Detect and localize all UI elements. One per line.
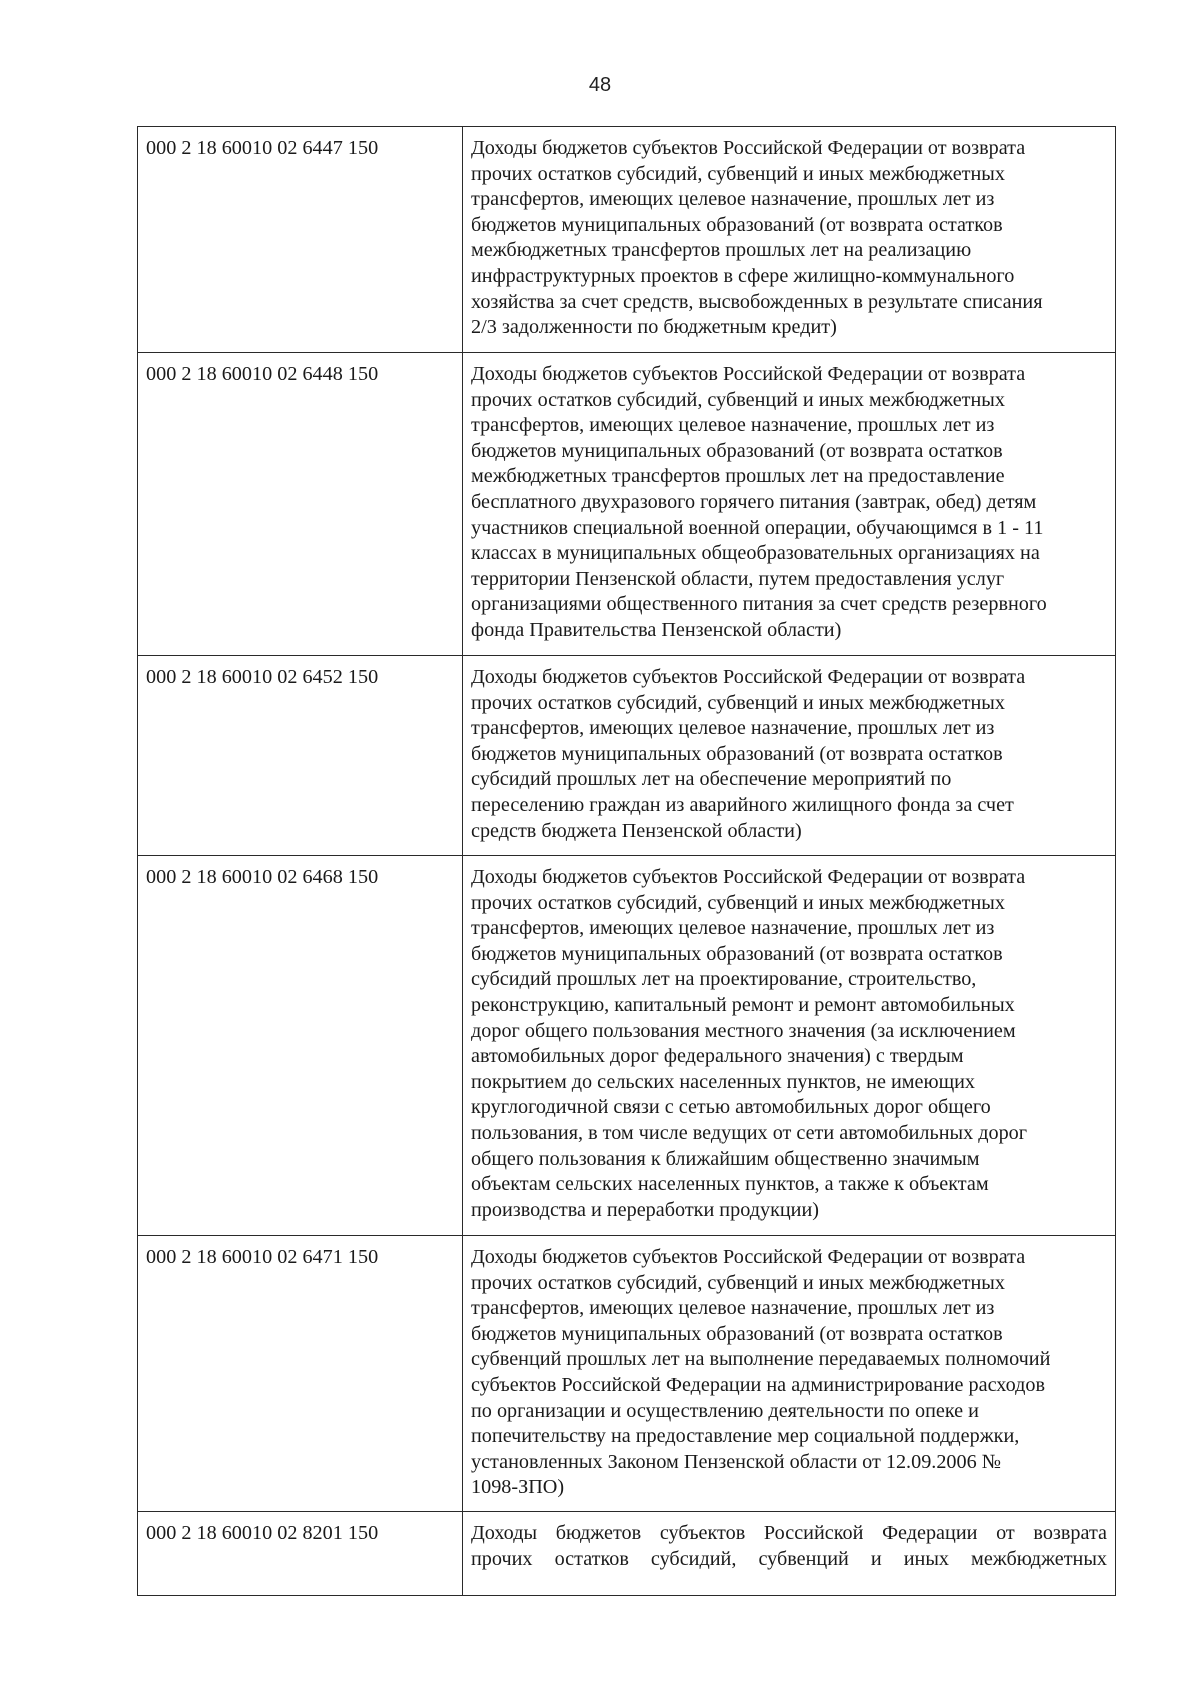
revenue-description-cell	[463, 353, 1116, 656]
description-line: бюджетов муниципальных образований (от возврата остатков	[471, 942, 1003, 965]
description-line: установленных Законом Пензенской области от 12.09.2006 №	[471, 1450, 1002, 1473]
table-row	[138, 1236, 1116, 1512]
description-line: хозяйства за счет средств, высвобожденных в результате списания	[471, 290, 1043, 313]
description-line: прочих остатков субсидий, субвенций и иных межбюджетных	[471, 691, 1005, 714]
description-line: Доходы бюджетов субъектов Российской Федерации от возврата	[471, 666, 1026, 688]
description-line: организациями общественного питания за счет средств резервного	[471, 593, 1047, 616]
budget-code-cell: 000 2 18 60010 02 6468 150	[138, 856, 463, 1236]
description-line: бюджетов муниципальных образований (от возврата остатков	[471, 742, 1003, 765]
description-line: по организации и осуществлению деятельности по опеке и	[471, 1399, 979, 1422]
budget-code-cell: 000 2 18 60010 02 6448 150	[138, 353, 463, 656]
description-line: бюджетов муниципальных образований (от возврата остатков	[471, 439, 1003, 462]
revenue-description-cell	[463, 656, 1116, 856]
description-line: прочих остатков субсидий, субвенций и иных межбюджетных	[471, 1271, 1005, 1294]
description-line: трансфертов, имеющих целевое назначение, прошлых лет из	[471, 1297, 995, 1320]
description-line: круглогодичной связи с сетью автомобильных дорог общего	[471, 1096, 991, 1119]
description-line: 2/3 задолженности по бюджетным кредит)	[471, 316, 837, 339]
description-line: участников специальной военной операции, обучающимся в 1 - 11	[471, 516, 1044, 539]
description-line: субсидий прошлых лет на обеспечение мероприятий по	[471, 768, 952, 791]
description-line: трансфертов, имеющих целевое назначение, прошлых лет из	[471, 188, 995, 211]
description-line: прочих остатков субсидий, субвенций и иных межбюджетных	[471, 388, 1005, 411]
description-line: межбюджетных трансфертов прошлых лет на реализацию	[471, 239, 972, 262]
budget-code-cell: 000 2 18 60010 02 6447 150	[138, 127, 463, 353]
revenue-description-cell	[463, 1236, 1116, 1512]
description-line: дорог общего пользования местного значения (за исключением	[471, 1019, 1016, 1042]
budget-code-cell: 000 2 18 60010 02 6471 150	[138, 1236, 463, 1512]
description-line: субсидий прошлых лет на проектирование, строительство,	[471, 968, 977, 991]
description-line: бюджетов муниципальных образований (от возврата остатков	[471, 1322, 1003, 1345]
description-line: пользования, в том числе ведущих от сети автомобильных дорог	[471, 1121, 1028, 1144]
description-line: Доходы бюджетов субъектов Российской Федерации от возврата	[471, 137, 1026, 159]
budget-code-cell: 000 2 18 60010 02 6452 150	[138, 656, 463, 856]
description-line: покрытием до сельских населенных пунктов, не имеющих	[471, 1070, 976, 1093]
description-line: Доходы бюджетов субъектов Российской Федерации от возврата	[471, 866, 1026, 888]
description-line: бюджетов муниципальных образований (от возврата остатков	[471, 213, 1003, 236]
description-line: территории Пензенской области, путем предоставления услуг	[471, 567, 1005, 590]
page-number: 48	[588, 74, 612, 96]
description-line: бесплатного двухразового горячего питания (завтрак, обед) детям	[471, 490, 1037, 513]
description-line: прочих остатков субсидий, субвенций и иных межбюджетных	[471, 162, 1005, 185]
description-line: межбюджетных трансфертов прошлых лет на предоставление	[471, 465, 1005, 488]
description-line: Доходы бюджетов субъектов Российской Федерации от возврата	[471, 1522, 1107, 1544]
description-line: трансфертов, имеющих целевое назначение, прошлых лет из	[471, 917, 995, 940]
description-line: субвенций прошлых лет на выполнение передаваемых полномочий	[471, 1348, 1051, 1371]
table-row	[138, 656, 1116, 856]
description-line: Доходы бюджетов субъектов Российской Федерации от возврата	[471, 1246, 1026, 1268]
description-line: фонда Правительства Пензенской области)	[471, 618, 842, 641]
budget-codes-table-body	[138, 127, 1116, 1596]
description-line: инфраструктурных проектов в сфере жилищно-коммунального	[471, 264, 1015, 287]
description-line: объектам сельских населенных пунктов, а также к объектам	[471, 1173, 989, 1196]
description-line: попечительству на предоставление мер социальной поддержки,	[471, 1425, 1020, 1448]
description-line: трансфертов, имеющих целевое назначение, прошлых лет из	[471, 414, 995, 437]
description-line: прочих остатков субсидий, субвенций и иных межбюджетных	[471, 891, 1005, 914]
table-row	[138, 856, 1116, 1236]
description-line: производства и переработки продукции)	[471, 1198, 820, 1221]
table-row	[138, 1512, 1116, 1596]
description-line: классах в муниципальных общеобразовательных организациях на	[471, 542, 1040, 565]
description-line: трансфертов, имеющих целевое назначение, прошлых лет из	[471, 717, 995, 740]
description-line: реконструкцию, капитальный ремонт и ремонт автомобильных	[471, 993, 1015, 1016]
budget-code-cell: 000 2 18 60010 02 8201 150	[138, 1512, 463, 1596]
description-line: переселению граждан из аварийного жилищного фонда за счет	[471, 793, 1014, 816]
description-line: средств бюджета Пензенской области)	[471, 819, 802, 842]
revenue-description-cell	[463, 856, 1116, 1236]
description-line: Доходы бюджетов субъектов Российской Федерации от возврата	[471, 363, 1026, 385]
budget-codes-table	[137, 126, 1116, 1596]
revenue-description-cell	[463, 1512, 1116, 1596]
table-row	[138, 353, 1116, 656]
table-row	[138, 127, 1116, 353]
revenue-description-cell	[463, 127, 1116, 353]
description-line: общего пользования к ближайшим общественно значимым	[471, 1147, 980, 1170]
description-line: прочих остатков субсидий, субвенций и иных межбюджетных	[471, 1547, 1107, 1570]
description-line: субъектов Российской Федерации на администрирование расходов	[471, 1373, 1046, 1396]
description-line: автомобильных дорог федерального значения) с твердым	[471, 1045, 964, 1068]
description-line: 1098-ЗПО)	[471, 1476, 565, 1499]
